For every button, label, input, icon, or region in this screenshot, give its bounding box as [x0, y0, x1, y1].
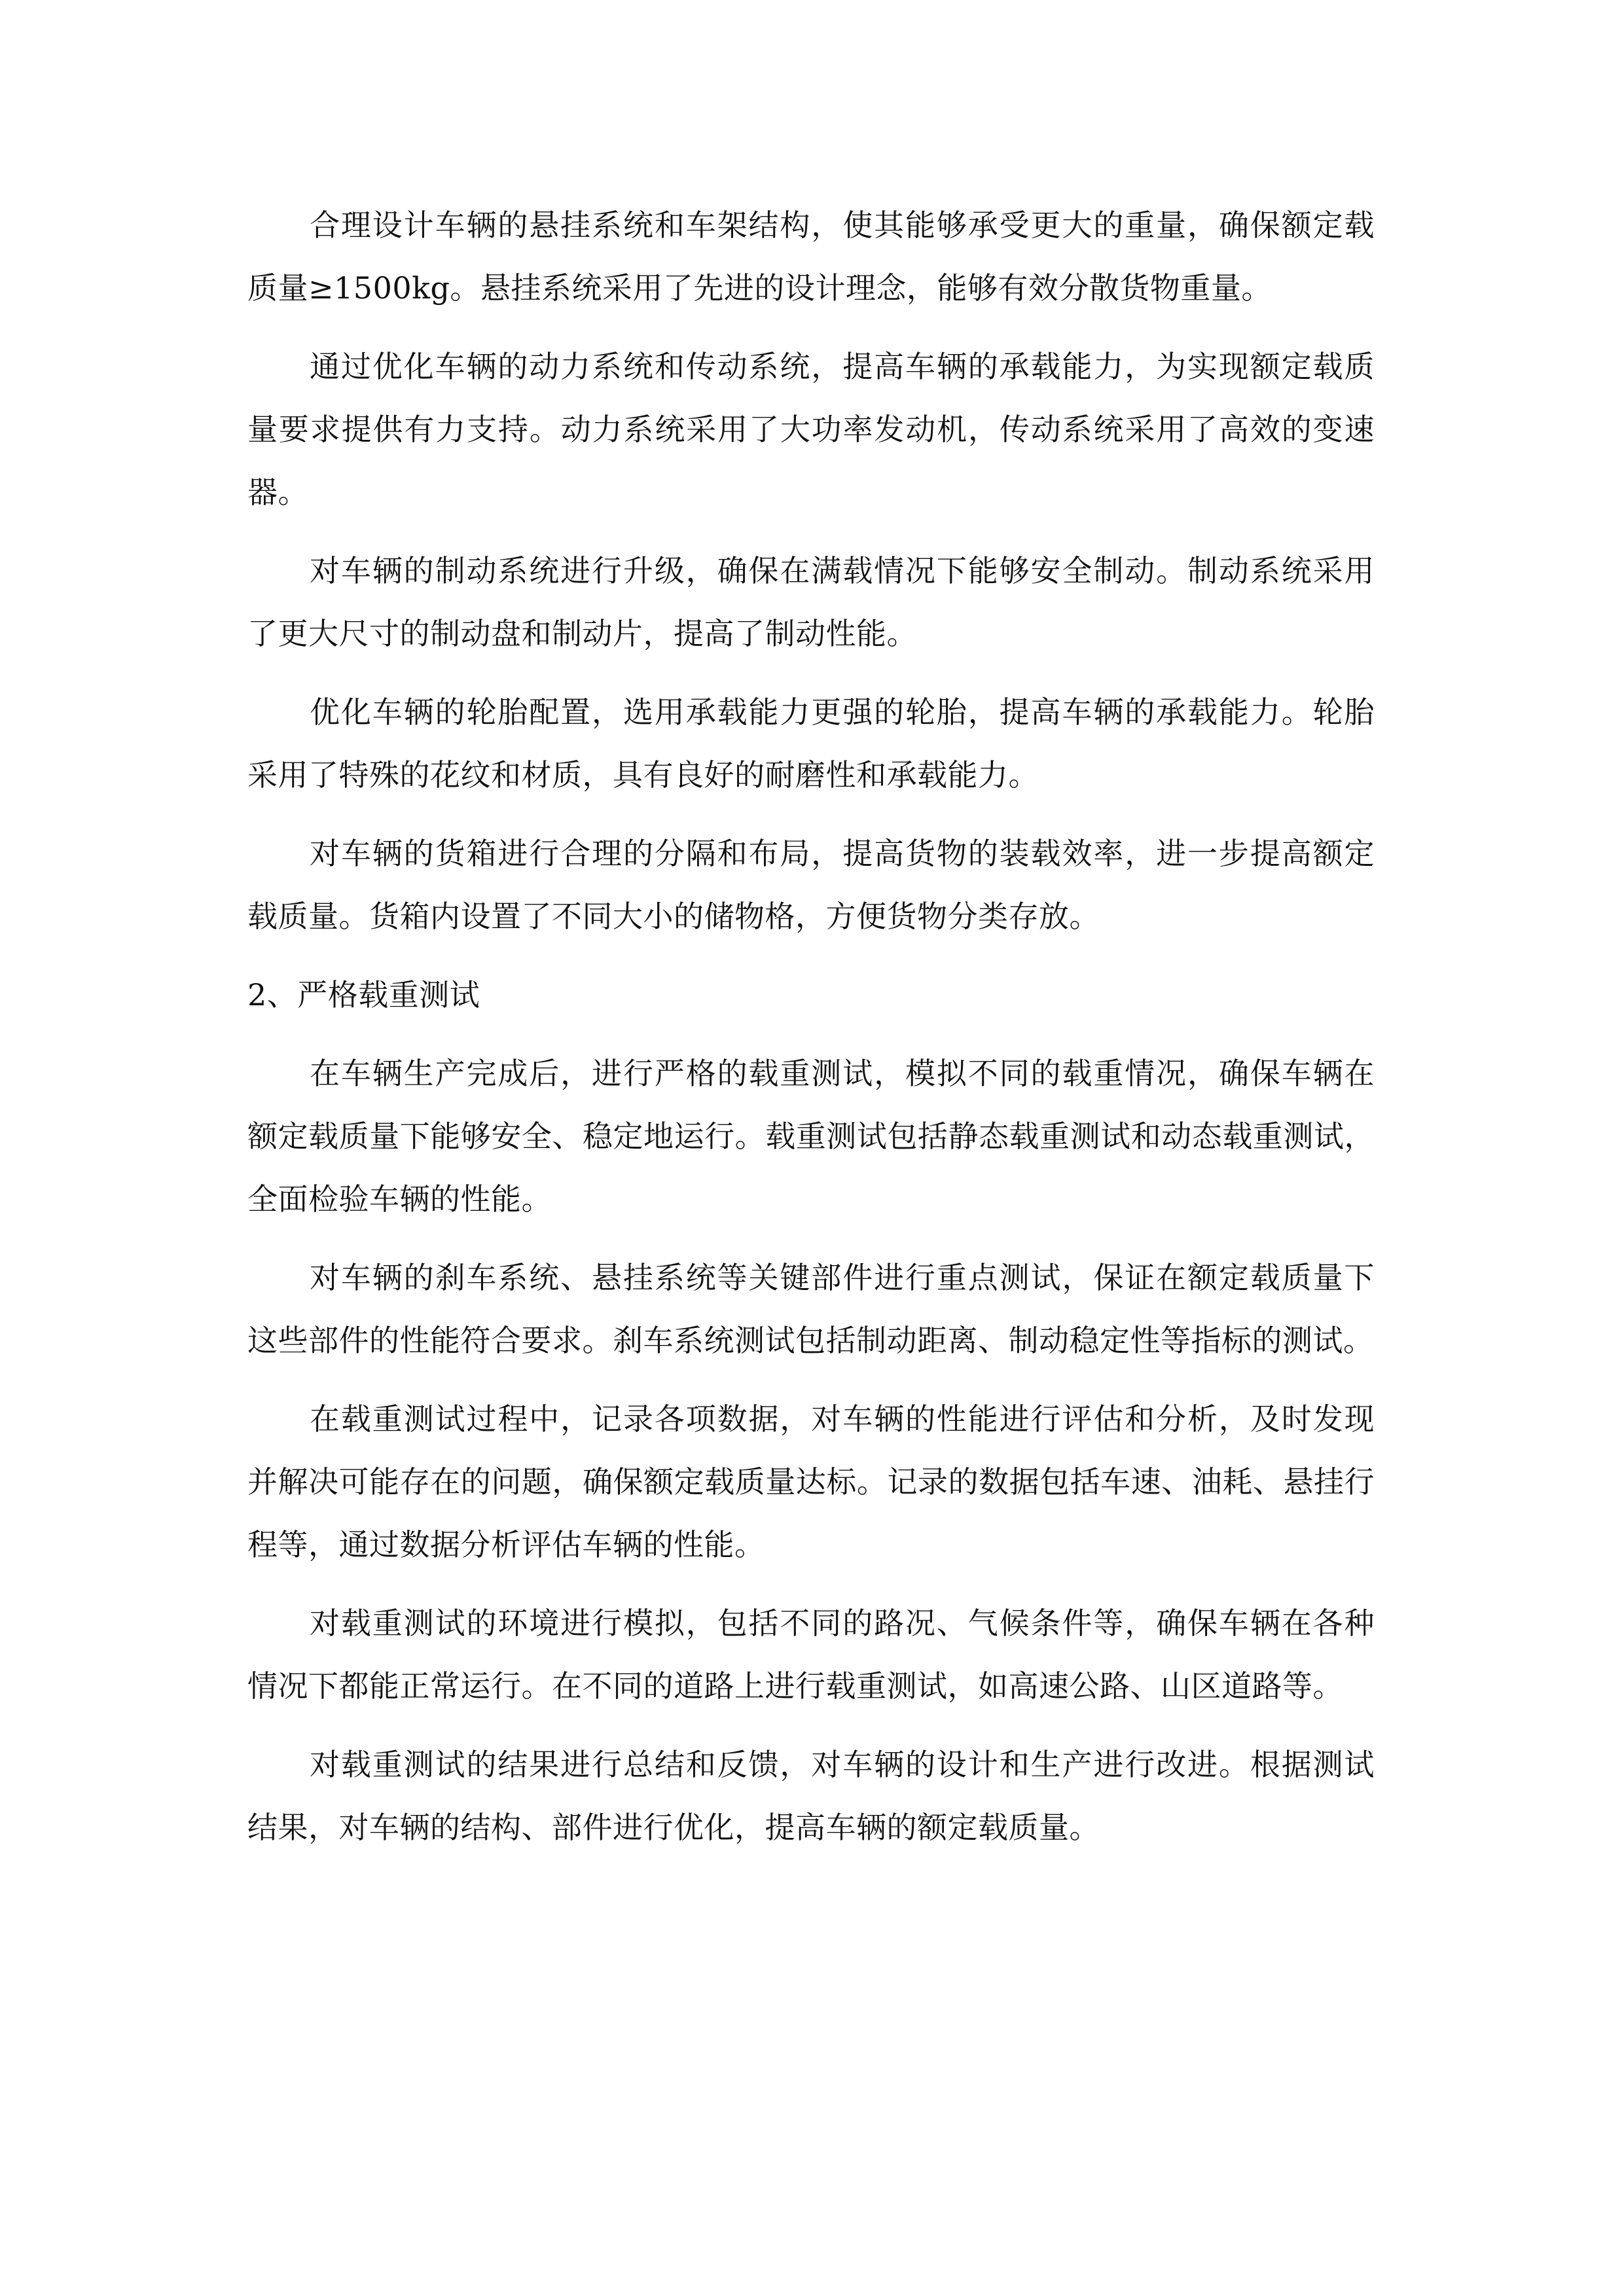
paragraph-powertrain: 通过优化车辆的动力系统和传动系统，提高车辆的承载能力，为实现额定载质量要求提供有力支持。动力系统采用了大功率发动机，传动系统采用了高效的变速器。 — [247, 349, 1375, 510]
paragraph-tires: 优化车辆的轮胎配置，选用承载能力更强的轮胎，提高车辆的承载能力。轮胎采用了特殊的花纹和材质，具有良好的耐磨性和承载能力。 — [247, 694, 1375, 793]
paragraph-braking: 对车辆的制动系统进行升级，确保在满载情况下能够安全制动。制动系统采用了更大尺寸的制动盘和制动片，提高了制动性能。 — [247, 553, 1375, 651]
paragraph-data-recording: 在载重测试过程中，记录各项数据，对车辆的性能进行评估和分析，及时发现并解决可能存在的问题，确保额定载质量达标。记录的数据包括车速、油耗、悬挂行程等，通过数据分析评估车辆的性能。 — [247, 1401, 1375, 1562]
paragraph-feedback: 对载重测试的结果进行总结和反馈，对车辆的设计和生产进行改进。根据测试结果，对车辆的结构、部件进行优化，提高车辆的额定载质量。 — [247, 1747, 1375, 1845]
document-body — [247, 194, 1375, 1874]
section-heading: 2、严格载重测试 — [247, 977, 480, 1013]
paragraph-environment: 对载重测试的环境进行模拟，包括不同的路况、气候条件等，确保车辆在各种情况下都能正常运行。在不同的道路上进行载重测试，如高速公路、山区道路等。 — [247, 1605, 1375, 1704]
paragraph-cargo-box: 对车辆的货箱进行合理的分隔和布局，提高货物的装载效率，进一步提高额定载质量。货箱内设置了不同大小的储物格，方便货物分类存放。 — [247, 836, 1375, 934]
paragraph-key-components: 对车辆的刹车系统、悬挂系统等关键部件进行重点测试，保证在额定载质量下这些部件的性能符合要求。刹车系统测试包括制动距离、制动稳定性等指标的测试。 — [247, 1260, 1375, 1358]
paragraph-load-test: 在车辆生产完成后，进行严格的载重测试，模拟不同的载重情况，确保车辆在额定载质量下能够安全、稳定地运行。载重测试包括静态载重测试和动态载重测试，全面检验车辆的性能。 — [247, 1056, 1375, 1217]
paragraph-suspension: 合理设计车辆的悬挂系统和车架结构，使其能够承受更大的重量，确保额定载质量≥1500kg。悬挂系统采用了先进的设计理念，能够有效分散货物重量。 — [247, 207, 1375, 306]
